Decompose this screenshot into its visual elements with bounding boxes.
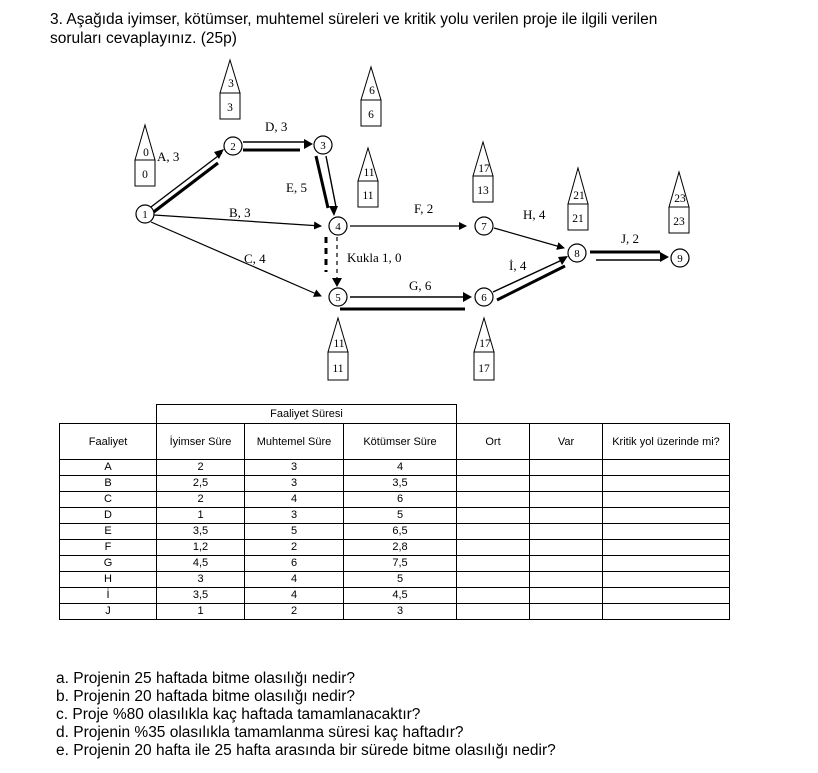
optimistic-cell: 1 [157,604,245,620]
table-row [60,460,730,476]
table-row [60,556,730,572]
svg-text:6: 6 [368,109,374,121]
critical-cell[interactable] [603,588,730,604]
svg-text:21: 21 [572,213,584,225]
critical-cell[interactable] [603,508,730,524]
edge-label-E: E, 5 [286,180,307,195]
optimistic-cell: 4,5 [157,556,245,572]
edge-label-A: A, 3 [157,149,180,164]
activity-arrows [147,139,669,309]
variance-cell[interactable] [530,540,603,556]
table-row [60,540,730,556]
mean-cell[interactable] [457,492,530,508]
critical-cell[interactable] [603,572,730,588]
edge-label-G: G, 6 [409,278,432,293]
question-item-e: e. Projenin 20 hafta ile 25 hafta arasında bir sürede bitme olasılığı nedir? [56,742,556,759]
col-header-mean: Ort [457,424,530,460]
edge-label-B: B, 3 [229,205,251,220]
activity-cell: E [60,524,157,540]
edge-label-J: J, 2 [621,231,640,246]
time-box-node-8 [568,168,588,230]
node-5 [329,288,347,306]
time-box-node-1 [135,125,155,186]
activity-duration-table [59,404,730,620]
arrow-D [243,139,313,150]
table-row [60,604,730,620]
svg-text:3: 3 [228,78,234,90]
variance-cell[interactable] [530,524,603,540]
most-likely-cell: 2 [245,604,344,620]
mean-cell[interactable] [457,476,530,492]
svg-text:17: 17 [479,338,491,350]
col-header-optimistic: İyimser Süre [157,424,245,460]
question-list [56,670,556,760]
most-likely-cell: 3 [245,460,344,476]
svg-text:8: 8 [574,248,580,260]
question-item-d: d. Projenin %35 olasılıkla tamamlanma süresi kaç haftadır? [56,724,464,741]
table-header-row [60,424,730,460]
optimistic-cell: 1,2 [157,540,245,556]
activity-cell: A [60,460,157,476]
pessimistic-cell: 4,5 [344,588,457,604]
col-header-critical: Kritik yol üzerinde mi? [603,424,730,460]
col-header-activity: Faaliyet [60,424,157,460]
variance-cell[interactable] [530,556,603,572]
col-header-pessimistic: Kötümser Süre [344,424,457,460]
col-header-variance: Var [530,424,603,460]
critical-cell[interactable] [603,460,730,476]
activity-cell: G [60,556,157,572]
svg-text:1: 1 [142,209,148,221]
most-likely-cell: 4 [245,572,344,588]
col-header-most-likely: Muhtemel Süre [245,424,344,460]
arrow-C [151,222,321,296]
most-likely-cell: 5 [245,524,344,540]
svg-text:5: 5 [335,292,341,304]
variance-cell[interactable] [530,460,603,476]
variance-cell[interactable] [530,572,603,588]
critical-cell[interactable] [603,540,730,556]
arrow-G [340,292,472,309]
pessimistic-cell: 6,5 [344,524,457,540]
arrow-H [494,228,564,248]
group-header-activity-duration: Faaliyet Süresi [157,405,457,424]
svg-text:23: 23 [673,216,685,228]
edge-label-F: F, 2 [414,201,434,216]
most-likely-cell: 3 [245,508,344,524]
table-row [60,524,730,540]
activity-cell: C [60,492,157,508]
time-box-node-9 [669,172,689,233]
table-row [60,588,730,604]
optimistic-cell: 3,5 [157,588,245,604]
mean-cell[interactable] [457,572,530,588]
pessimistic-cell: 7,5 [344,556,457,572]
variance-cell[interactable] [530,588,603,604]
mean-cell[interactable] [457,524,530,540]
arrow-J [590,252,669,262]
time-box-node-7 [473,142,493,202]
time-box-node-4 [358,148,378,207]
activity-cell: İ [60,588,157,604]
most-likely-cell: 3 [245,476,344,492]
svg-text:2: 2 [230,141,236,153]
question-item-a: a. Projenin 25 haftada bitme olasılığı nedir? [56,670,355,687]
mean-cell[interactable] [457,540,530,556]
node-3 [314,136,332,154]
table-row [60,572,730,588]
pessimistic-cell: 5 [344,508,457,524]
most-likely-cell: 4 [245,492,344,508]
arrow-I [493,256,568,300]
edge-label-C: C, 4 [244,251,266,266]
edge-label-D: D, 3 [265,119,288,134]
svg-text:3: 3 [320,140,326,152]
most-likely-cell: 2 [245,540,344,556]
activity-cell: F [60,540,157,556]
mean-cell[interactable] [457,588,530,604]
svg-text:11: 11 [333,338,345,350]
optimistic-cell: 2 [157,460,245,476]
pessimistic-cell: 6 [344,492,457,508]
table-body [60,460,730,620]
mean-cell[interactable] [457,604,530,620]
variance-cell[interactable] [530,508,603,524]
table-row [60,476,730,492]
question-item-c: c. Proje %80 olasılıkla kaç haftada tamamlanacaktır? [56,706,421,723]
svg-text:9: 9 [677,253,683,265]
node-9 [671,249,689,267]
activity-cell: H [60,572,157,588]
question-line-1: 3. Aşağıda iyimser, kötümser, muhtemel süreleri ve kritik yolu verilen proje ile ilgili verilen [50,11,658,28]
optimistic-cell: 1 [157,508,245,524]
optimistic-cell: 3 [157,572,245,588]
time-box-node-5 [328,318,348,380]
svg-text:11: 11 [363,167,375,179]
edge-label-I: İ, 4 [509,258,527,273]
mean-cell[interactable] [457,508,530,524]
pessimistic-cell: 2,8 [344,540,457,556]
node-6 [475,288,493,306]
pessimistic-cell: 4 [344,460,457,476]
arrow-dummy [326,237,342,287]
table-group-header-row [60,405,730,424]
svg-text:7: 7 [481,221,487,233]
table-row [60,492,730,508]
svg-text:3: 3 [227,102,233,114]
optimistic-cell: 3,5 [157,524,245,540]
pessimistic-cell: 3 [344,604,457,620]
critical-cell[interactable] [603,476,730,492]
svg-text:6: 6 [481,292,487,304]
activity-cell: D [60,508,157,524]
mean-cell[interactable] [457,460,530,476]
optimistic-cell: 2 [157,492,245,508]
arrow-E [316,156,338,216]
question-line-2: soruları cevaplayınız. (25p) [50,30,237,47]
variance-cell[interactable] [530,476,603,492]
variance-cell[interactable] [530,492,603,508]
edge-label-dummy: Kukla 1, 0 [347,250,402,265]
svg-text:23: 23 [674,193,686,205]
activity-cell: B [60,476,157,492]
mean-cell[interactable] [457,556,530,572]
node-1 [136,205,154,223]
svg-text:21: 21 [573,190,585,202]
edge-label-H: H, 4 [523,207,546,222]
critical-cell[interactable] [603,556,730,572]
time-box-node-6 [474,318,494,380]
time-box-node-3 [361,67,381,126]
variance-cell[interactable] [530,604,603,620]
most-likely-cell: 4 [245,588,344,604]
node-7 [475,217,493,235]
svg-text:6: 6 [369,85,375,97]
time-boxes [135,60,689,380]
svg-text:13: 13 [477,185,489,197]
svg-text:11: 11 [362,190,374,202]
pessimistic-cell: 3,5 [344,476,457,492]
svg-text:0: 0 [142,169,148,181]
table-row [60,508,730,524]
svg-text:0: 0 [143,147,149,159]
svg-text:17: 17 [478,363,490,375]
pessimistic-cell: 5 [344,572,457,588]
svg-text:17: 17 [478,163,490,175]
svg-text:11: 11 [332,363,344,375]
svg-text:4: 4 [335,221,341,233]
node-4 [329,217,347,235]
node-2 [224,137,242,155]
node-8 [568,244,586,262]
optimistic-cell: 2,5 [157,476,245,492]
question-item-b: b. Projenin 20 haftada bitme olasılığı nedir? [56,688,355,705]
time-box-node-2 [220,60,240,119]
most-likely-cell: 6 [245,556,344,572]
critical-cell[interactable] [603,492,730,508]
critical-cell[interactable] [603,524,730,540]
critical-cell[interactable] [603,604,730,620]
activity-cell: J [60,604,157,620]
